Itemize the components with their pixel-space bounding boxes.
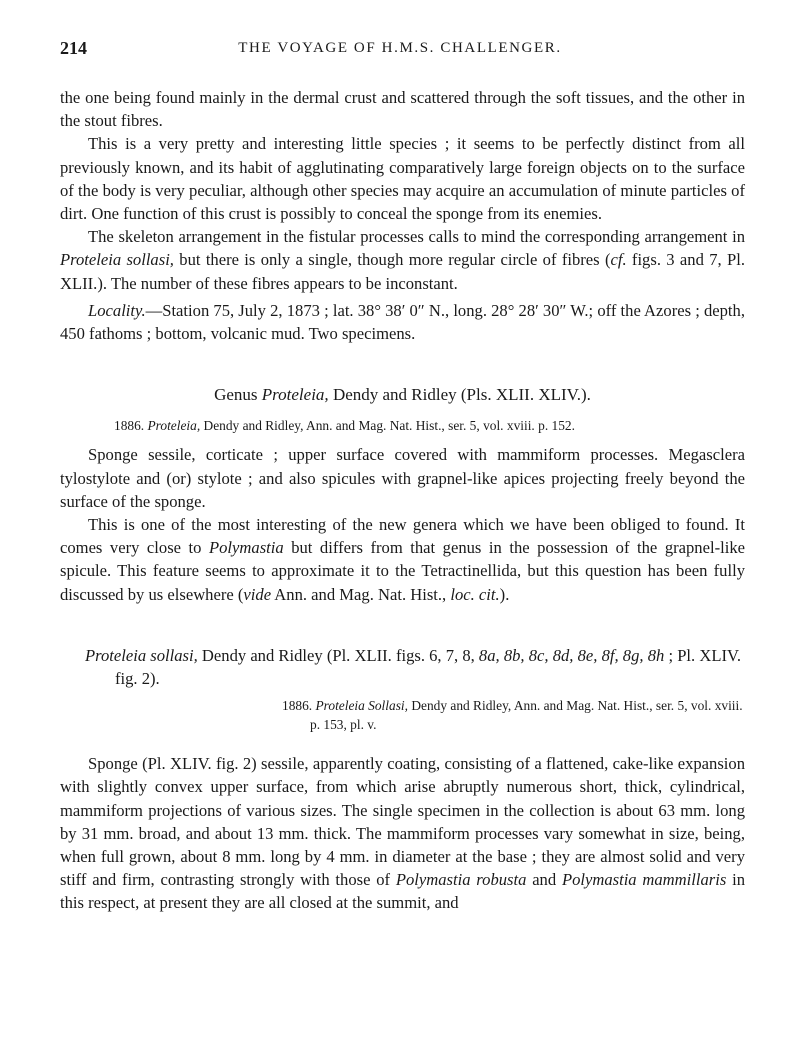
genus-heading: Genus Proteleia, Dendy and Ridley (Pls. XLII. XLIV.). xyxy=(214,385,591,405)
paragraph-species-remarks: This is a very pretty and interesting little species ; it seems to be perfectly distinct from all previously known, and its habit of agglutinating comparatively large foreign objects on to the surface of the body is very peculiar, although other species may acquire an accumulation of minute particles of dirt. One function of this crust is possibly to conceal the sponge from its enemies. xyxy=(60,134,745,224)
species-reference: 1886. Proteleia Sollasi, Dendy and Ridley, Ann. and Mag. Nat. Hist., ser. 5, vol. xviii. p. 153, pl. v. xyxy=(282,698,743,733)
genus-name: Proteleia, xyxy=(261,385,329,405)
page-header xyxy=(60,38,740,62)
paragraph-species-description: Sponge (Pl. XLIV. fig. 2) sessile, apparently coating, consisting of a flattened, cake-like expansion with slightly convex upper surface, from which arise abruptly numerous short, thick, cylindrical, mammiform projections of various sizes. The single specimen in the collection is about 63 mm. long by 31 mm. broad, and about 13 mm. thick. The mammiform processes vary somewhat in size, being, when full grown, about 8 mm. long by 4 mm. in diameter at the base ; they are almost solid and very stiff and firm, contrasting strongly with those of Polymastia robusta and Polymastia mammillaris in this respect, at present they are all closed at the summit, and xyxy=(60,754,745,913)
locality-label: Locality. xyxy=(88,300,146,320)
taxon-name: Proteleia sollasi, xyxy=(60,250,174,270)
paragraph-continuation: the one being found mainly in the dermal crust and scattered through the soft tissues, and the other in the stout fibres. xyxy=(60,88,745,131)
paragraph-genus-diagnosis: Sponge sessile, corticate ; upper surface covered with mammiform processes. Megasclera tylostylote and (or) stylote ; and also spicules with grapnel-like apices projecting freely beyond the surface of the sponge. xyxy=(60,445,745,511)
cf-abbrev: cf. xyxy=(610,250,627,270)
genus-reference: 1886. Proteleia, Dendy and Ridley, Ann. and Mag. Nat. Hist., ser. 5, vol. xviii. p. 152. xyxy=(114,418,575,434)
page-number: 214 xyxy=(60,38,87,58)
paragraph-skeleton-arrangement: The skeleton arrangement in the fistular processes calls to mind the corresponding arrangement in Proteleia sollasi, but there is only a single, though more regular circle of fibres (cf. figs. 3 and 7, Pl. XLII.). The number of these fibres appears to be inconstant. xyxy=(60,227,745,293)
running-title: THE VOYAGE OF H.M.S. CHALLENGER. xyxy=(238,40,562,56)
species-name: Proteleia sollasi, xyxy=(85,645,198,665)
species-heading: Proteleia sollasi, Dendy and Ridley (Pl. XLII. figs. 6, 7, 8, 8a, 8b, 8c, 8d, 8e, 8f, 8g, 8h ; Pl. XLIV. fig. 2). xyxy=(85,645,741,689)
paragraph-locality: Locality.—Station 75, July 2, 1873 ; lat. 38° 38′ 0″ N., long. 28° 28′ 30″ W.; off the Azores ; depth, 450 fathoms ; bottom, volcanic mud. Two specimens. xyxy=(60,300,745,344)
paragraph-genus-remarks: This is one of the most interesting of the new genera which we have been obliged to found. It comes very close to Polymastia but differs from that genus in the possession of the grapnel-like spicule. This feature seems to approximate it to the Tetractinellida, but this question has been fully discussed by us elsewhere (vide Ann. and Mag. Nat. Hist., loc. cit.). xyxy=(60,515,745,604)
page-body xyxy=(60,86,745,915)
